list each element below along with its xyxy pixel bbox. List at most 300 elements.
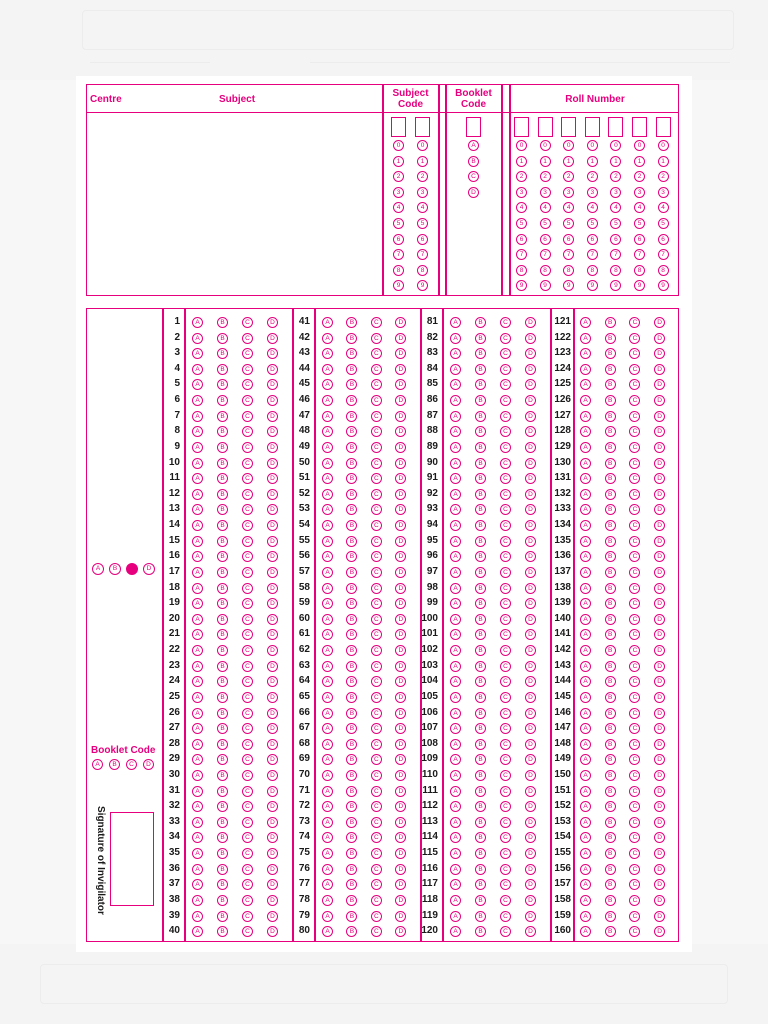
sidebar-booklet-bubble[interactable]: D	[143, 759, 154, 770]
answer-bubble[interactable]: D	[267, 364, 278, 375]
answer-bubble[interactable]: D	[525, 317, 536, 328]
answer-bubble[interactable]: A	[450, 317, 461, 328]
answer-bubble[interactable]: C	[500, 723, 511, 734]
answer-bubble[interactable]: C	[242, 348, 253, 359]
answer-bubble[interactable]: A	[322, 333, 333, 344]
answer-bubble[interactable]: C	[242, 786, 253, 797]
answer-bubble[interactable]: A	[580, 520, 591, 531]
answer-bubble[interactable]: C	[242, 832, 253, 843]
answer-bubble[interactable]: C	[242, 598, 253, 609]
answer-bubble[interactable]: B	[605, 333, 616, 344]
answer-bubble[interactable]: C	[242, 364, 253, 375]
answer-bubble[interactable]: D	[267, 411, 278, 422]
answer-bubble[interactable]: A	[192, 317, 203, 328]
answer-bubble[interactable]: A	[192, 614, 203, 625]
answer-bubble[interactable]: B	[217, 442, 228, 453]
answer-bubble[interactable]: A	[450, 395, 461, 406]
answer-bubble[interactable]: A	[450, 473, 461, 484]
roll-number-bubble[interactable]: 6	[634, 234, 645, 245]
answer-bubble[interactable]: A	[192, 786, 203, 797]
answer-bubble[interactable]: D	[395, 567, 406, 578]
roll-number-bubble[interactable]: 0	[658, 140, 669, 151]
answer-bubble[interactable]: B	[605, 629, 616, 640]
answer-bubble[interactable]: D	[654, 739, 665, 750]
answer-bubble[interactable]: A	[322, 504, 333, 515]
answer-bubble[interactable]: C	[629, 520, 640, 531]
answer-bubble[interactable]: D	[267, 739, 278, 750]
answer-bubble[interactable]: B	[346, 692, 357, 703]
answer-bubble[interactable]: D	[267, 864, 278, 875]
answer-bubble[interactable]: B	[217, 832, 228, 843]
answer-bubble[interactable]: B	[217, 629, 228, 640]
answer-bubble[interactable]: D	[395, 364, 406, 375]
answer-bubble[interactable]: D	[267, 379, 278, 390]
answer-bubble[interactable]: D	[654, 817, 665, 828]
answer-bubble[interactable]: A	[192, 426, 203, 437]
answer-bubble[interactable]: C	[500, 473, 511, 484]
answer-bubble[interactable]: A	[450, 926, 461, 937]
answer-bubble[interactable]: C	[500, 661, 511, 672]
answer-bubble[interactable]: A	[322, 817, 333, 828]
answer-bubble[interactable]: C	[500, 395, 511, 406]
answer-bubble[interactable]: C	[500, 520, 511, 531]
answer-bubble[interactable]: A	[580, 364, 591, 375]
roll-number-bubble[interactable]: 2	[516, 171, 527, 182]
answer-bubble[interactable]: C	[242, 801, 253, 812]
answer-bubble[interactable]: D	[267, 661, 278, 672]
roll-number-bubble[interactable]: 5	[587, 218, 598, 229]
answer-bubble[interactable]: A	[322, 645, 333, 656]
answer-bubble[interactable]: A	[580, 754, 591, 765]
answer-bubble[interactable]: A	[580, 661, 591, 672]
answer-bubble[interactable]: A	[192, 411, 203, 422]
answer-bubble[interactable]: D	[654, 583, 665, 594]
answer-bubble[interactable]: A	[192, 817, 203, 828]
answer-bubble[interactable]: C	[371, 536, 382, 547]
roll-number-bubble[interactable]: 4	[587, 202, 598, 213]
roll-number-bubble[interactable]: 7	[540, 249, 551, 260]
answer-bubble[interactable]: B	[605, 551, 616, 562]
answer-bubble[interactable]: C	[500, 536, 511, 547]
answer-bubble[interactable]: C	[500, 333, 511, 344]
roll-number-bubble[interactable]: 8	[610, 265, 621, 276]
answer-bubble[interactable]: D	[654, 379, 665, 390]
answer-bubble[interactable]: C	[629, 598, 640, 609]
answer-bubble[interactable]: D	[267, 754, 278, 765]
answer-bubble[interactable]: D	[525, 504, 536, 515]
answer-bubble[interactable]: C	[629, 754, 640, 765]
answer-bubble[interactable]: C	[242, 411, 253, 422]
answer-bubble[interactable]: B	[475, 473, 486, 484]
answer-bubble[interactable]: B	[475, 567, 486, 578]
answer-bubble[interactable]: C	[629, 458, 640, 469]
answer-bubble[interactable]: C	[371, 333, 382, 344]
answer-bubble[interactable]: A	[192, 333, 203, 344]
answer-bubble[interactable]: D	[267, 395, 278, 406]
answer-bubble[interactable]: A	[322, 629, 333, 640]
answer-bubble[interactable]: A	[322, 489, 333, 500]
answer-bubble[interactable]: C	[629, 473, 640, 484]
answer-bubble[interactable]: C	[500, 692, 511, 703]
answer-bubble[interactable]: D	[525, 911, 536, 922]
roll-number-bubble[interactable]: 4	[634, 202, 645, 213]
booklet-code-bubble[interactable]: A	[468, 140, 479, 151]
answer-bubble[interactable]: C	[371, 551, 382, 562]
roll-number-box[interactable]	[656, 117, 671, 137]
answer-bubble[interactable]: C	[629, 926, 640, 937]
subject-code-bubble[interactable]: 5	[393, 218, 404, 229]
answer-bubble[interactable]: D	[525, 801, 536, 812]
answer-bubble[interactable]: C	[629, 832, 640, 843]
answer-bubble[interactable]: D	[654, 770, 665, 781]
answer-bubble[interactable]: B	[217, 911, 228, 922]
roll-number-bubble[interactable]: 9	[540, 280, 551, 291]
answer-bubble[interactable]: D	[525, 426, 536, 437]
answer-bubble[interactable]: D	[267, 911, 278, 922]
answer-bubble[interactable]: A	[450, 676, 461, 687]
answer-bubble[interactable]: B	[605, 598, 616, 609]
answer-bubble[interactable]: C	[500, 754, 511, 765]
subject-code-bubble[interactable]: 5	[417, 218, 428, 229]
answer-bubble[interactable]: B	[346, 895, 357, 906]
answer-bubble[interactable]: B	[346, 801, 357, 812]
answer-bubble[interactable]: A	[192, 442, 203, 453]
answer-bubble[interactable]: A	[322, 832, 333, 843]
answer-bubble[interactable]: B	[217, 708, 228, 719]
roll-number-bubble[interactable]: 3	[516, 187, 527, 198]
answer-bubble[interactable]: A	[450, 629, 461, 640]
answer-bubble[interactable]: D	[395, 536, 406, 547]
answer-bubble[interactable]: B	[475, 879, 486, 890]
answer-bubble[interactable]: A	[450, 895, 461, 906]
answer-bubble[interactable]: D	[395, 817, 406, 828]
answer-bubble[interactable]: C	[500, 364, 511, 375]
answer-bubble[interactable]: D	[395, 348, 406, 359]
roll-number-bubble[interactable]: 4	[610, 202, 621, 213]
answer-bubble[interactable]: C	[500, 911, 511, 922]
answer-bubble[interactable]: A	[580, 911, 591, 922]
answer-bubble[interactable]: C	[242, 583, 253, 594]
answer-bubble[interactable]: D	[267, 567, 278, 578]
answer-bubble[interactable]: B	[346, 739, 357, 750]
answer-bubble[interactable]: B	[475, 754, 486, 765]
answer-bubble[interactable]: D	[654, 395, 665, 406]
answer-bubble[interactable]: C	[629, 879, 640, 890]
answer-bubble[interactable]: B	[475, 333, 486, 344]
answer-bubble[interactable]: B	[217, 364, 228, 375]
roll-number-bubble[interactable]: 7	[516, 249, 527, 260]
answer-bubble[interactable]: B	[217, 723, 228, 734]
answer-bubble[interactable]: A	[192, 504, 203, 515]
answer-bubble[interactable]: D	[267, 692, 278, 703]
answer-bubble[interactable]: A	[192, 676, 203, 687]
answer-bubble[interactable]: B	[217, 801, 228, 812]
answer-bubble[interactable]: C	[242, 754, 253, 765]
answer-bubble[interactable]: C	[242, 692, 253, 703]
answer-bubble[interactable]: B	[346, 411, 357, 422]
answer-bubble[interactable]: C	[242, 473, 253, 484]
answer-bubble[interactable]: D	[654, 723, 665, 734]
answer-bubble[interactable]: C	[500, 786, 511, 797]
answer-bubble[interactable]: C	[500, 379, 511, 390]
answer-bubble[interactable]: D	[525, 895, 536, 906]
answer-bubble[interactable]: B	[605, 583, 616, 594]
answer-bubble[interactable]: A	[580, 676, 591, 687]
answer-bubble[interactable]: C	[371, 317, 382, 328]
answer-bubble[interactable]: B	[346, 661, 357, 672]
answer-bubble[interactable]: A	[322, 317, 333, 328]
answer-bubble[interactable]: A	[322, 848, 333, 859]
answer-bubble[interactable]: C	[371, 832, 382, 843]
answer-bubble[interactable]: D	[654, 911, 665, 922]
answer-bubble[interactable]: C	[242, 911, 253, 922]
answer-bubble[interactable]: D	[395, 926, 406, 937]
answer-bubble[interactable]: D	[267, 458, 278, 469]
answer-bubble[interactable]: B	[605, 458, 616, 469]
answer-bubble[interactable]: A	[192, 895, 203, 906]
answer-bubble[interactable]: A	[192, 926, 203, 937]
answer-bubble[interactable]: A	[322, 926, 333, 937]
answer-bubble[interactable]: A	[450, 536, 461, 547]
answer-bubble[interactable]: B	[217, 333, 228, 344]
answer-bubble[interactable]: A	[322, 364, 333, 375]
answer-bubble[interactable]: C	[500, 504, 511, 515]
answer-bubble[interactable]: A	[580, 348, 591, 359]
answer-bubble[interactable]: D	[395, 583, 406, 594]
answer-bubble[interactable]: B	[605, 676, 616, 687]
answer-bubble[interactable]: C	[629, 629, 640, 640]
answer-bubble[interactable]: B	[475, 926, 486, 937]
answer-bubble[interactable]: C	[500, 629, 511, 640]
answer-bubble[interactable]: D	[525, 723, 536, 734]
answer-bubble[interactable]: A	[192, 864, 203, 875]
answer-bubble[interactable]: A	[192, 583, 203, 594]
answer-bubble[interactable]: C	[371, 614, 382, 625]
answer-bubble[interactable]: B	[217, 583, 228, 594]
answer-bubble[interactable]: A	[192, 473, 203, 484]
answer-bubble[interactable]: B	[475, 442, 486, 453]
answer-bubble[interactable]: B	[475, 489, 486, 500]
answer-bubble[interactable]: C	[371, 583, 382, 594]
answer-bubble[interactable]: C	[242, 536, 253, 547]
answer-bubble[interactable]: B	[605, 520, 616, 531]
answer-bubble[interactable]: A	[450, 692, 461, 703]
answer-bubble[interactable]: A	[322, 379, 333, 390]
answer-bubble[interactable]: A	[192, 723, 203, 734]
answer-bubble[interactable]: C	[242, 317, 253, 328]
answer-bubble[interactable]: A	[192, 879, 203, 890]
answer-bubble[interactable]: D	[654, 879, 665, 890]
answer-bubble[interactable]: A	[450, 442, 461, 453]
answer-bubble[interactable]: C	[371, 708, 382, 719]
answer-bubble[interactable]: A	[322, 801, 333, 812]
answer-bubble[interactable]: C	[371, 770, 382, 781]
answer-bubble[interactable]: A	[580, 770, 591, 781]
answer-bubble[interactable]: B	[475, 676, 486, 687]
answer-bubble[interactable]: B	[605, 348, 616, 359]
answer-bubble[interactable]: A	[192, 832, 203, 843]
answer-bubble[interactable]: D	[267, 536, 278, 547]
roll-number-bubble[interactable]: 4	[563, 202, 574, 213]
roll-number-bubble[interactable]: 6	[516, 234, 527, 245]
answer-bubble[interactable]: C	[371, 629, 382, 640]
roll-number-bubble[interactable]: 7	[658, 249, 669, 260]
answer-bubble[interactable]: C	[242, 645, 253, 656]
answer-bubble[interactable]: B	[346, 333, 357, 344]
answer-bubble[interactable]: D	[525, 379, 536, 390]
roll-number-bubble[interactable]: 7	[634, 249, 645, 260]
answer-bubble[interactable]: D	[267, 442, 278, 453]
answer-bubble[interactable]: C	[500, 832, 511, 843]
roll-number-box[interactable]	[561, 117, 576, 137]
answer-bubble[interactable]: D	[395, 614, 406, 625]
answer-bubble[interactable]: C	[371, 458, 382, 469]
answer-bubble[interactable]: C	[371, 473, 382, 484]
answer-bubble[interactable]: B	[475, 708, 486, 719]
roll-number-bubble[interactable]: 5	[540, 218, 551, 229]
answer-bubble[interactable]: C	[629, 348, 640, 359]
answer-bubble[interactable]: B	[217, 504, 228, 515]
answer-bubble[interactable]: B	[346, 583, 357, 594]
answer-bubble[interactable]: A	[322, 536, 333, 547]
answer-bubble[interactable]: D	[395, 832, 406, 843]
answer-bubble[interactable]: C	[371, 504, 382, 515]
answer-bubble[interactable]: D	[525, 739, 536, 750]
answer-bubble[interactable]: A	[322, 442, 333, 453]
answer-bubble[interactable]: B	[475, 583, 486, 594]
answer-bubble[interactable]: A	[580, 395, 591, 406]
answer-bubble[interactable]: D	[267, 895, 278, 906]
answer-bubble[interactable]: D	[267, 551, 278, 562]
answer-bubble[interactable]: B	[605, 645, 616, 656]
answer-bubble[interactable]: B	[475, 770, 486, 781]
answer-bubble[interactable]: C	[629, 551, 640, 562]
answer-bubble[interactable]: B	[605, 817, 616, 828]
answer-bubble[interactable]: C	[371, 879, 382, 890]
answer-bubble[interactable]: A	[322, 411, 333, 422]
roll-number-bubble[interactable]: 9	[563, 280, 574, 291]
answer-bubble[interactable]: A	[322, 551, 333, 562]
answer-bubble[interactable]: C	[629, 801, 640, 812]
answer-bubble[interactable]: C	[500, 598, 511, 609]
answer-bubble[interactable]: B	[475, 864, 486, 875]
answer-bubble[interactable]: B	[217, 536, 228, 547]
answer-bubble[interactable]: C	[242, 520, 253, 531]
answer-bubble[interactable]: C	[500, 489, 511, 500]
answer-bubble[interactable]: D	[525, 348, 536, 359]
answer-bubble[interactable]: A	[450, 489, 461, 500]
answer-bubble[interactable]: A	[192, 754, 203, 765]
answer-bubble[interactable]: B	[217, 692, 228, 703]
answer-bubble[interactable]: D	[267, 333, 278, 344]
answer-bubble[interactable]: A	[450, 614, 461, 625]
answer-bubble[interactable]: A	[192, 458, 203, 469]
answer-bubble[interactable]: B	[217, 551, 228, 562]
answer-bubble[interactable]: B	[475, 786, 486, 797]
answer-bubble[interactable]: A	[322, 708, 333, 719]
answer-bubble[interactable]: D	[654, 645, 665, 656]
answer-bubble[interactable]: C	[371, 676, 382, 687]
answer-bubble[interactable]: D	[267, 786, 278, 797]
answer-bubble[interactable]: D	[395, 629, 406, 640]
roll-number-bubble[interactable]: 5	[516, 218, 527, 229]
subject-code-bubble[interactable]: 9	[417, 280, 428, 291]
answer-bubble[interactable]: D	[267, 473, 278, 484]
answer-bubble[interactable]: D	[525, 692, 536, 703]
answer-bubble[interactable]: D	[267, 489, 278, 500]
answer-bubble[interactable]: A	[450, 708, 461, 719]
answer-bubble[interactable]: A	[580, 708, 591, 719]
answer-bubble[interactable]: D	[525, 817, 536, 828]
answer-bubble[interactable]: C	[500, 442, 511, 453]
answer-bubble[interactable]: D	[525, 629, 536, 640]
answer-bubble[interactable]: B	[346, 489, 357, 500]
answer-bubble[interactable]: A	[580, 879, 591, 890]
answer-bubble[interactable]: A	[192, 645, 203, 656]
answer-bubble[interactable]: D	[525, 786, 536, 797]
answer-bubble[interactable]: C	[242, 848, 253, 859]
answer-bubble[interactable]: B	[605, 786, 616, 797]
answer-bubble[interactable]: B	[475, 411, 486, 422]
answer-bubble[interactable]: C	[500, 551, 511, 562]
subject-code-bubble[interactable]: 3	[417, 187, 428, 198]
answer-bubble[interactable]: A	[322, 692, 333, 703]
answer-bubble[interactable]: D	[654, 551, 665, 562]
answer-bubble[interactable]: A	[580, 442, 591, 453]
answer-bubble[interactable]: D	[525, 645, 536, 656]
answer-bubble[interactable]: C	[371, 926, 382, 937]
answer-bubble[interactable]: D	[267, 723, 278, 734]
answer-bubble[interactable]: B	[605, 614, 616, 625]
answer-bubble[interactable]: D	[525, 598, 536, 609]
answer-bubble[interactable]: A	[322, 567, 333, 578]
answer-bubble[interactable]: A	[450, 458, 461, 469]
answer-bubble[interactable]: A	[192, 551, 203, 562]
answer-bubble[interactable]: B	[217, 879, 228, 890]
answer-bubble[interactable]: B	[605, 739, 616, 750]
answer-bubble[interactable]: D	[267, 598, 278, 609]
roll-number-bubble[interactable]: 2	[610, 171, 621, 182]
answer-bubble[interactable]: C	[242, 629, 253, 640]
answer-bubble[interactable]: C	[371, 739, 382, 750]
answer-bubble[interactable]: A	[580, 551, 591, 562]
subject-code-bubble[interactable]: 6	[393, 234, 404, 245]
answer-bubble[interactable]: A	[580, 333, 591, 344]
answer-bubble[interactable]: D	[395, 864, 406, 875]
answer-bubble[interactable]: B	[346, 395, 357, 406]
answer-bubble[interactable]: D	[395, 911, 406, 922]
roll-number-bubble[interactable]: 3	[587, 187, 598, 198]
answer-bubble[interactable]: B	[346, 458, 357, 469]
roll-number-bubble[interactable]: 3	[634, 187, 645, 198]
answer-bubble[interactable]: A	[580, 411, 591, 422]
roll-number-bubble[interactable]: 8	[516, 265, 527, 276]
answer-bubble[interactable]: C	[242, 739, 253, 750]
roll-number-bubble[interactable]: 8	[658, 265, 669, 276]
answer-bubble[interactable]: B	[605, 411, 616, 422]
roll-number-bubble[interactable]: 5	[563, 218, 574, 229]
answer-bubble[interactable]: D	[654, 801, 665, 812]
answer-bubble[interactable]: D	[654, 661, 665, 672]
answer-bubble[interactable]: B	[217, 817, 228, 828]
roll-number-bubble[interactable]: 1	[540, 156, 551, 167]
roll-number-box[interactable]	[538, 117, 553, 137]
answer-bubble[interactable]: A	[580, 379, 591, 390]
answer-bubble[interactable]: A	[322, 676, 333, 687]
subject-code-bubble[interactable]: 8	[393, 265, 404, 276]
answer-bubble[interactable]: A	[580, 926, 591, 937]
answer-bubble[interactable]: C	[629, 723, 640, 734]
